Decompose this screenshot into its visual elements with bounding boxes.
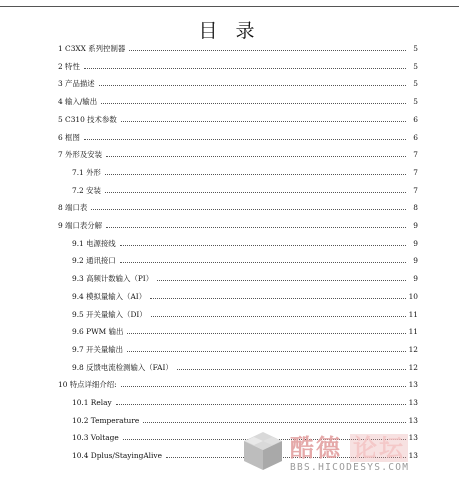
toc-entry-page: 13 bbox=[408, 415, 418, 425]
toc-leader-dots bbox=[129, 50, 406, 51]
toc-entry[interactable] bbox=[58, 130, 418, 142]
toc-entry-page: 11 bbox=[408, 309, 418, 319]
toc-entry-label: 10 特点详细介绍: bbox=[58, 380, 117, 390]
toc-entry-page: 10 bbox=[408, 291, 418, 301]
toc-leader-dots bbox=[150, 298, 406, 299]
toc-leader-dots bbox=[106, 156, 406, 157]
toc-leader-dots bbox=[91, 209, 406, 210]
toc-entry[interactable] bbox=[72, 324, 418, 336]
cube-logo-icon bbox=[240, 430, 286, 472]
toc-entry[interactable] bbox=[72, 183, 418, 195]
toc-entry[interactable] bbox=[58, 41, 418, 53]
toc-entry-label: 9.5 开关量输入（DI） bbox=[72, 309, 147, 319]
toc-entry[interactable] bbox=[72, 395, 418, 407]
toc-entry-page: 5 bbox=[413, 44, 418, 53]
toc-entry-label: 4 输入/输出 bbox=[58, 97, 98, 107]
watermark-url: BBS.HICODESYS.COM bbox=[290, 462, 410, 473]
toc-entry-page: 9 bbox=[413, 274, 418, 284]
toc-leader-dots bbox=[143, 422, 406, 423]
toc-entry-label: 10.4 Dplus/StayingAlive bbox=[72, 451, 162, 461]
toc-entry-label: 9.7 开关量输出 bbox=[72, 344, 124, 354]
toc-entry-label: 7.2 安装 bbox=[72, 185, 101, 195]
toc-entry-label: 9.4 模拟量输入（AI） bbox=[72, 291, 147, 301]
toc-entry[interactable] bbox=[58, 200, 418, 212]
toc-entry[interactable] bbox=[72, 271, 418, 283]
toc-entry-page: 7 bbox=[413, 167, 418, 177]
toc-entry-page: 7 bbox=[413, 150, 418, 160]
toc-entry-label: 9.6 PWM 输出 bbox=[72, 327, 124, 337]
toc-entry-label: 10.2 Temperature bbox=[72, 415, 140, 425]
toc-entry-page: 6 bbox=[413, 114, 418, 124]
page-title: 目 录 bbox=[198, 20, 261, 42]
toc-entry-label: 5 C310 技术参数 bbox=[58, 114, 117, 124]
toc-entry-page: 13 bbox=[408, 398, 418, 407]
toc-entry-page: 9 bbox=[413, 221, 418, 230]
toc-entry-page: 12 bbox=[408, 344, 418, 354]
toc-entry-label: 7.1 外形 bbox=[72, 167, 101, 177]
toc-leader-dots bbox=[106, 227, 406, 228]
toc-entry-page: 8 bbox=[413, 203, 418, 213]
toc-entry-label: 6 框图 bbox=[58, 132, 80, 142]
toc-entry[interactable] bbox=[58, 76, 418, 88]
watermark bbox=[240, 428, 459, 480]
toc-entry-page: 5 bbox=[413, 97, 418, 107]
toc-entry[interactable] bbox=[58, 59, 418, 71]
toc-entry-label: 9 端口表分解 bbox=[58, 221, 103, 230]
watermark-brand-suffix: 论坛 bbox=[350, 434, 408, 462]
toc-entry-label: 2 特性 bbox=[58, 61, 80, 71]
toc-entry[interactable] bbox=[72, 236, 418, 248]
toc-entry[interactable] bbox=[58, 218, 418, 230]
toc-leader-dots bbox=[84, 139, 406, 140]
toc-entry-label: 9.8 反馈电流检测输入（FAI） bbox=[72, 362, 173, 372]
toc-leader-dots bbox=[127, 333, 406, 334]
toc-entry[interactable] bbox=[72, 360, 418, 372]
toc-leader-dots bbox=[99, 85, 406, 86]
toc-leader-dots bbox=[116, 404, 406, 405]
toc-entry[interactable] bbox=[72, 413, 418, 425]
toc-entry-page: 11 bbox=[408, 327, 418, 337]
toc-entry-page: 5 bbox=[413, 79, 418, 89]
toc-entry-label: 10.1 Relay bbox=[72, 398, 112, 407]
watermark-brand bbox=[290, 428, 408, 463]
toc-entry-label: 9.2 通讯接口 bbox=[72, 256, 116, 266]
watermark-brand-name: 酷德 bbox=[290, 434, 342, 462]
toc-entry-page: 13 bbox=[408, 433, 418, 443]
toc-entry-page: 13 bbox=[408, 380, 418, 390]
toc-entry-label: 7 外形及安装 bbox=[58, 150, 103, 160]
toc-leader-dots bbox=[127, 351, 406, 352]
toc-entry[interactable] bbox=[72, 342, 418, 354]
toc-entry-page: 12 bbox=[408, 362, 418, 372]
toc-leader-dots bbox=[120, 262, 406, 263]
toc-entry-label: 9.3 高频计数输入（PI） bbox=[72, 274, 154, 284]
toc-entry[interactable] bbox=[72, 289, 418, 301]
toc-leader-dots bbox=[105, 192, 406, 193]
toc-leader-dots bbox=[177, 369, 406, 370]
toc-entry-page: 13 bbox=[408, 451, 418, 461]
toc-leader-dots bbox=[121, 386, 406, 387]
toc-leader-dots bbox=[120, 245, 406, 246]
toc-leader-dots bbox=[151, 316, 406, 317]
toc-entry[interactable] bbox=[58, 112, 418, 124]
toc-entry[interactable] bbox=[58, 147, 418, 159]
toc-entry-label: 10.3 Voltage bbox=[72, 433, 119, 443]
toc-entry-page: 9 bbox=[413, 256, 418, 266]
toc-entry[interactable] bbox=[58, 377, 418, 389]
toc-leader-dots bbox=[157, 280, 406, 281]
toc-entry-label: 8 端口表 bbox=[58, 203, 88, 213]
toc-entry-page: 7 bbox=[413, 185, 418, 195]
toc-entry[interactable] bbox=[58, 94, 418, 106]
toc-entry-label: 1 C3XX 系列控制器 bbox=[58, 44, 126, 53]
toc-entry-label: 9.1 电源接线 bbox=[72, 238, 116, 248]
toc-leader-dots bbox=[121, 121, 406, 122]
toc-entry[interactable] bbox=[72, 307, 418, 319]
toc-entry[interactable] bbox=[72, 253, 418, 265]
toc-leader-dots bbox=[84, 68, 406, 69]
toc-entry-label: 3 产品描述 bbox=[58, 79, 95, 89]
toc-entry-page: 9 bbox=[413, 238, 418, 248]
toc-leader-dots bbox=[101, 103, 406, 104]
toc-leader-dots bbox=[105, 174, 406, 175]
toc-entry-page: 6 bbox=[413, 132, 418, 142]
toc-entry-page: 5 bbox=[413, 61, 418, 71]
toc-entry[interactable] bbox=[72, 165, 418, 177]
